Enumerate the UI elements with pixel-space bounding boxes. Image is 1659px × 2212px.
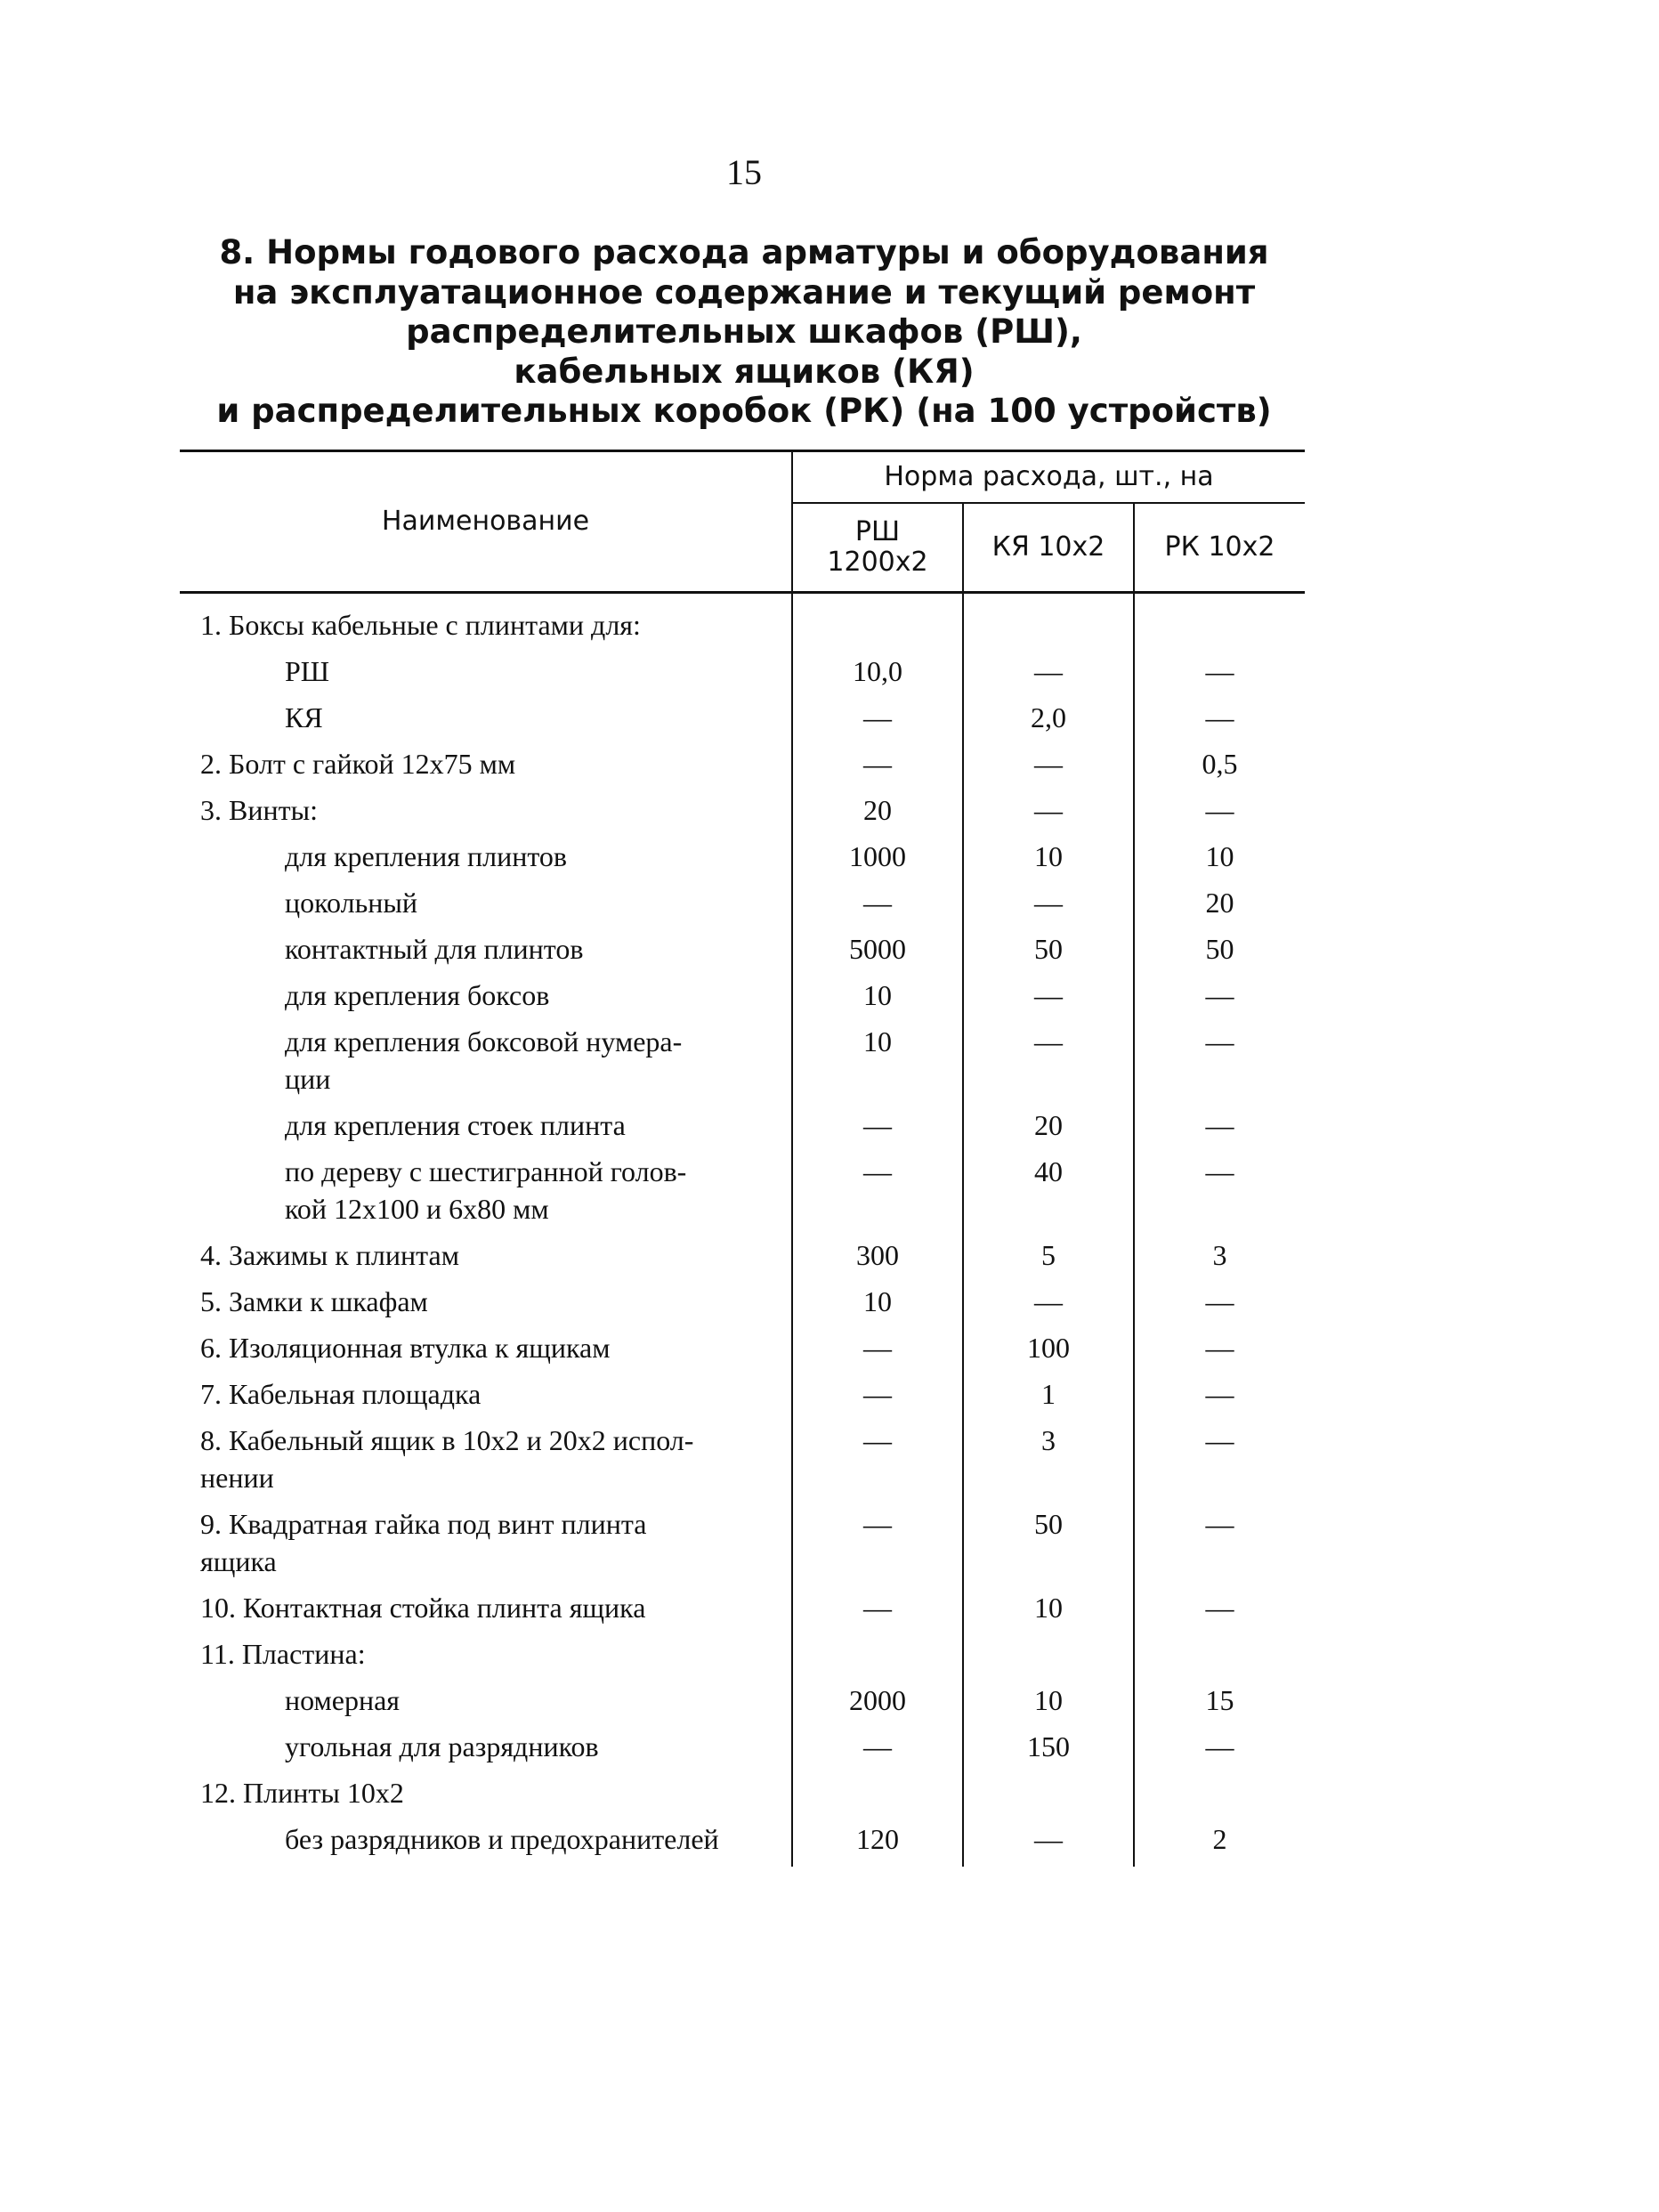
value-rk: — [1205,701,1234,733]
item-name: для крепления боксовой нумера- ции [180,1023,792,1106]
value-rk: — [1205,1109,1234,1141]
item-name: 6. Изоляционная втулка к ящикам [180,1329,792,1375]
table-row [180,1236,1305,1283]
header-group: Норма расхода, шт., на [792,451,1305,504]
value-kya: 5 [963,1236,1134,1283]
value-rk [1134,1635,1305,1681]
value-kya: 2,0 [963,699,1134,745]
value-kya: 100 [963,1329,1134,1375]
table-row [180,1681,1305,1728]
item-name: 11. Пластина: [180,1635,792,1681]
value-kya: — [963,791,1134,838]
value-kya: 50 [963,1505,1134,1589]
value-rsh: 10 [792,976,963,1023]
title-line: 8. Нормы годового расхода арматуры и оборудования [219,233,1269,271]
value-rk: — [1205,1592,1234,1624]
table-row [180,1106,1305,1153]
table-row [180,1023,1305,1106]
value-rsh: — [792,884,963,930]
title-line: кабельных ящиков (КЯ) [514,352,975,391]
value-rk: — [1205,979,1234,1011]
title-line: распределительных шкафов (РШ), [406,312,1082,351]
table-row [180,1589,1305,1635]
value-rk [1134,1774,1305,1820]
value-kya: — [963,884,1134,930]
value-rsh [792,1635,963,1681]
item-name: 8. Кабельный ящик в 10х2 и 20х2 испол- нении [180,1422,792,1505]
table-row [180,652,1305,699]
value-rk [1134,593,1305,653]
value-rk: — [1205,1730,1234,1762]
table-row [180,930,1305,976]
table-body [180,593,1305,1868]
item-name: 1. Боксы кабельные с плинтами для: [180,593,792,653]
value-kya: 150 [963,1728,1134,1774]
value-rk: 2 [1212,1823,1227,1855]
value-rk: 10 [1205,840,1234,872]
value-kya: — [963,1283,1134,1329]
value-rsh: — [792,699,963,745]
header-col-rk: РК 10х2 [1134,503,1305,593]
value-rk: — [1205,1025,1234,1057]
value-rk: — [1205,655,1234,687]
item-name: номерная [180,1681,792,1728]
value-rsh: 20 [792,791,963,838]
item-name: 2. Болт с гайкой 12х75 мм [180,745,792,791]
item-name: 4. Зажимы к плинтам [180,1236,792,1283]
item-name: 5. Замки к шкафам [180,1283,792,1329]
value-kya: — [963,976,1134,1023]
item-name: КЯ [180,699,792,745]
item-name: цокольный [180,884,792,930]
value-kya: 10 [963,1589,1134,1635]
value-rsh: — [792,1589,963,1635]
table-row [180,976,1305,1023]
value-rk: 15 [1205,1684,1234,1716]
page-number: 15 [726,152,762,192]
item-name: для крепления стоек плинта [180,1106,792,1153]
table-row [180,838,1305,884]
norms-table [180,450,1305,1867]
value-kya: 50 [963,930,1134,976]
table-row [180,1774,1305,1820]
value-rsh: — [792,1728,963,1774]
item-name: контактный для плинтов [180,930,792,976]
value-rk: 3 [1212,1239,1227,1271]
value-rk: — [1205,1285,1234,1317]
table-row [180,1422,1305,1505]
value-kya: 1 [963,1375,1134,1422]
item-name: 9. Квадратная гайка под винт плинта ящика [180,1505,792,1589]
value-rsh: — [792,745,963,791]
value-rsh [792,1774,963,1820]
item-name: для крепления боксов [180,976,792,1023]
item-name: для крепления плинтов [180,838,792,884]
table-title [0,233,1488,432]
item-name: без разрядников и предохранителей [180,1820,792,1867]
value-rsh: 10,0 [792,652,963,699]
value-rk: — [1205,1508,1234,1540]
table-row [180,1505,1305,1589]
header-col-rsh-label: РШ 1200х2 [827,516,928,578]
item-name: 12. Плинты 10х2 [180,1774,792,1820]
item-name: 7. Кабельная площадка [180,1375,792,1422]
value-rsh: 10 [792,1283,963,1329]
value-kya: 10 [963,838,1134,884]
value-kya: — [963,1820,1134,1867]
table-row [180,1283,1305,1329]
table-row [180,1635,1305,1681]
value-rsh: 2000 [792,1681,963,1728]
value-rsh: 1000 [792,838,963,884]
value-rk: — [1205,1155,1234,1187]
header-name: Наименование [180,451,792,593]
item-name: РШ [180,652,792,699]
value-kya: 10 [963,1681,1134,1728]
item-name: угольная для разрядников [180,1728,792,1774]
value-rsh: — [792,1329,963,1375]
value-kya: — [963,745,1134,791]
value-rsh: — [792,1422,963,1505]
value-kya [963,1774,1134,1820]
table-row [180,593,1305,653]
value-rsh: — [792,1375,963,1422]
table-row [180,884,1305,930]
table-row [180,699,1305,745]
header-col-rsh [792,503,963,593]
value-kya: 40 [963,1153,1134,1236]
table-row [180,1153,1305,1236]
value-kya: — [963,652,1134,699]
item-name: по дереву с шестигранной голов- кой 12х100 и 6х80 мм [180,1153,792,1236]
header-col-kya: КЯ 10х2 [963,503,1134,593]
value-rsh: 10 [792,1023,963,1106]
value-rsh: 5000 [792,930,963,976]
value-kya [963,593,1134,653]
table-row [180,1375,1305,1422]
value-rsh: 120 [792,1820,963,1867]
value-rsh: 300 [792,1236,963,1283]
value-kya: — [963,1023,1134,1106]
value-kya: 3 [963,1422,1134,1505]
value-rk: 50 [1205,933,1234,965]
item-name: 10. Контактная стойка плинта ящика [180,1589,792,1635]
value-kya [963,1635,1134,1681]
value-rk: — [1205,1332,1234,1364]
title-line: на эксплуатационное содержание и текущий ремонт [232,272,1256,312]
table-row [180,1329,1305,1375]
value-rk: — [1205,1378,1234,1410]
table-row [180,745,1305,791]
value-rk: — [1205,1424,1234,1456]
value-rsh: — [792,1153,963,1236]
table-row [180,1820,1305,1867]
item-name: 3. Винты: [180,791,792,838]
value-kya: 20 [963,1106,1134,1153]
title-line: и распределительных коробок (РК) (на 100 устройств) [216,392,1272,430]
value-rsh: — [792,1106,963,1153]
value-rsh: — [792,1505,963,1589]
value-rk: 0,5 [1202,748,1238,780]
value-rk: 20 [1205,887,1234,919]
table-row [180,1728,1305,1774]
value-rk: — [1205,794,1234,826]
table-row [180,791,1305,838]
value-rsh [792,593,963,653]
